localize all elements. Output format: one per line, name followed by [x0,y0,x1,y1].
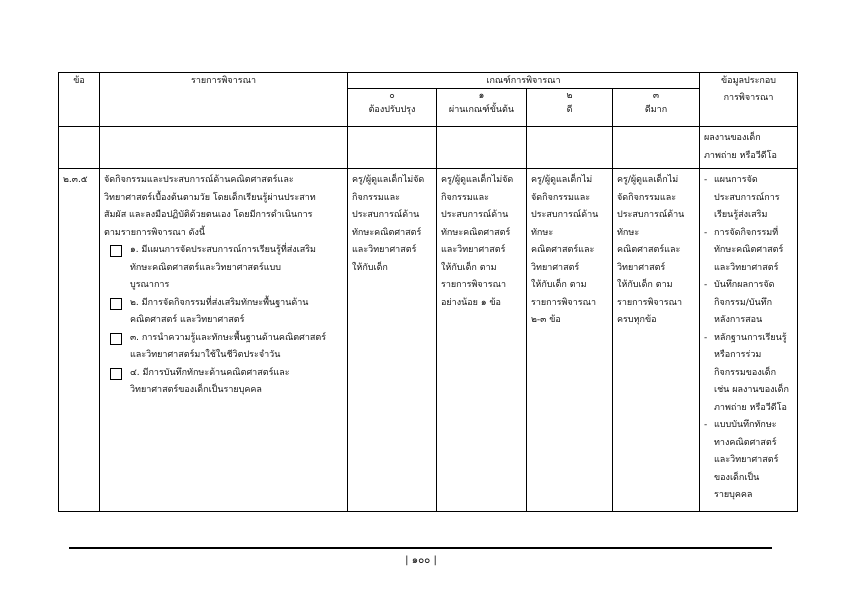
info-continued: ผลงานของเด็ก ภาพถ่าย หรือวีดีโอ [700,127,798,169]
criteria-item: ๒. มีการจัดกิจกรรมที่ส่งเสริมทักษะพื้นฐานด้าน คณิตศาสตร์ และวิทยาศาสตร์ [110,295,343,330]
criteria-item: ๑. มีแผนการจัดประสบการณ์การเรียนรู้ที่ส่งเสริม ทักษะคณิตศาสตร์และวิทยาศาสตร์แบบ บูรณาการ [110,242,343,295]
criteria-list [100,242,347,400]
header-level-1: ๑ ผ่านเกณฑ์ขั้นต้น [437,89,527,127]
header-no: ข้อ [59,73,100,127]
level-1-cell: ครู/ผู้ดูแลเด็กไม่จัด กิจกรรมและ ประสบการณ์ด้าน ทักษะคณิตศาสตร์ และวิทยาศาสตร์ ให้กับเด็ก ตาม รายการพิจารณา อย่างน้อย ๑ ข้อ [437,169,527,512]
item-intro: จัดกิจกรรมและประสบการณ์ด้านคณิตศาสตร์และ วิทยาศาสตร์เบื้องต้นตามวัย โดยเด็กเรียนรู้ผ่านประสาท สัมผัส และลงมือปฏิบัติด้วยตนเอง โดยมีการดำเนินการ ตามรายการพิจารณา ดังนี้ [104,175,316,238]
level-2-cell: ครู/ผู้ดูแลเด็กไม่ จัดกิจกรรมและ ประสบการณ์ด้าน ทักษะ คณิตศาสตร์และ วิทยาศาสตร์ ให้กับเด็ก ตาม รายการพิจารณา ๒-๓ ข้อ [527,169,613,512]
checkbox[interactable] [110,245,122,257]
criteria-item: ๓. การนำความรู้และทักษะพื้นฐานด้านคณิตศาสตร์ และวิทยาศาสตร์มาใช้ในชีวิตประจำวัน [110,330,343,365]
level-0-cell: ครู/ผู้ดูแลเด็กไม่จัด กิจกรรมและ ประสบการณ์ด้าน ทักษะคณิตศาสตร์ และวิทยาศาสตร์ ให้กับเด็ก [348,169,437,512]
table-row [59,169,798,512]
item-description [100,169,348,512]
footer-divider [69,547,772,549]
info-item: - แบบบันทึกทักษะ ทางคณิตศาสตร์ และวิทยาศาสตร์ ของเด็กเป็น รายบุคคล [704,420,779,500]
info-item: - หลักฐานการเรียนรู้ หรือการร่วม กิจกรรมของเด็ก เช่น ผลงานของเด็ก ภาพถ่าย หรือวีดีโอ [704,332,789,413]
info-item: - บันทึกผลการจัด กิจกรรม/บันทึก หลังการสอน [704,280,775,325]
header-criteria: เกณฑ์การพิจารณา [348,73,700,89]
page-number: | ๑๐๐ | [405,555,437,566]
header-item: รายการพิจารณา [100,73,348,127]
info-list [700,169,797,508]
header-level-2: ๒ ดี [527,89,613,127]
info-item: - การจัดกิจกรรมที่ ทักษะคณิตศาสตร์ และวิทยาศาสตร์ [704,227,784,273]
info-cell [700,169,798,512]
criteria-item: ๔. มีการบันทึกทักษะด้านคณิตศาสตร์และ วิทยาศาสตร์ของเด็กเป็นรายบุคคล [110,365,343,400]
checkbox[interactable] [110,333,122,345]
assessment-table [58,72,798,512]
item-number: ๒.๓.๕ [59,169,100,512]
header-info: ข้อมูลประกอบ การพิจารณา [700,73,798,127]
header-level-0: ๐ ต้องปรับปรุง [348,89,437,127]
header-level-3: ๓ ดีมาก [613,89,700,127]
level-3-cell: ครู/ผู้ดูแลเด็กไม่ จัดกิจกรรมและ ประสบการณ์ด้าน ทักษะ คณิตศาสตร์และ วิทยาศาสตร์ ให้กับเด็ก ตาม รายการพิจารณา ครบทุกข้อ [613,169,700,512]
checkbox[interactable] [110,368,122,380]
table-row-continued [59,127,798,169]
checkbox[interactable] [110,298,122,310]
info-item: - แผนการจัด ประสบการณ์การ เรียนรู้ส่งเสริม [704,175,780,220]
